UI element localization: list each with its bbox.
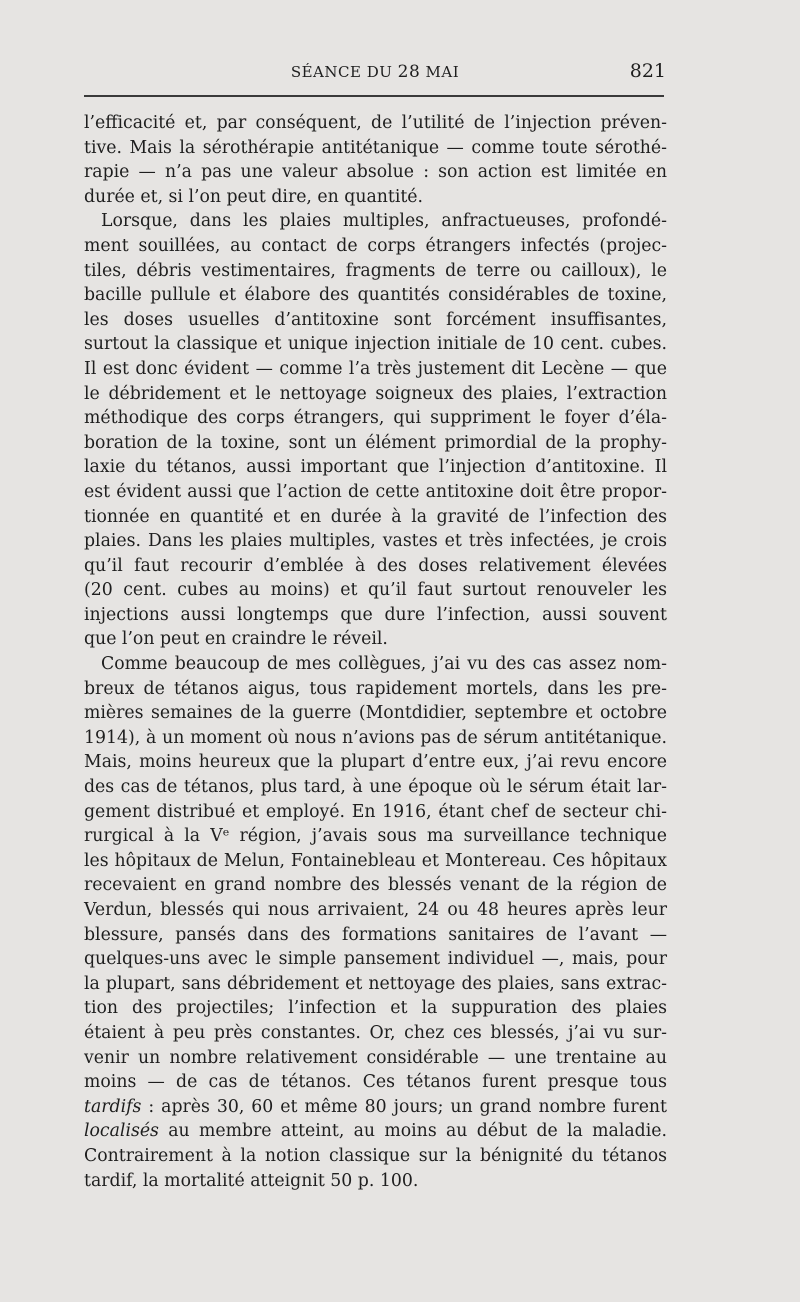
text-line: les hôpitaux de Melun, Fontainebleau et Montereau. Ces hôpitaux bbox=[84, 850, 667, 871]
text-line: (20 cent. cubes au moins) et qu’il faut surtout renouveler les bbox=[84, 580, 667, 601]
text-line: ment souillées, au contact de corps étrangers infectés (projec- bbox=[84, 235, 667, 256]
text-line: bacille pullule et élabore des quantités considérables de toxine, bbox=[84, 285, 667, 306]
text-line: tion des projectiles; l’infection et la suppuration des plaies bbox=[84, 998, 667, 1019]
text-line: que l’on peut en craindre le réveil. bbox=[84, 629, 388, 650]
italic-word: tardifs bbox=[84, 1096, 142, 1117]
text-line: qu’il faut recourir d’emblée à des doses relativement élevées bbox=[84, 555, 667, 576]
text-line: surtout la classique et unique injection initiale de 10 cent. cubes. bbox=[84, 334, 667, 355]
header-rule bbox=[84, 95, 664, 97]
text-line: recevaient en grand nombre des blessés venant de la région de bbox=[84, 875, 667, 896]
text-line: Mais, moins heureux que la plupart d’entre eux, j’ai revu encore bbox=[84, 752, 667, 773]
text-line: l’efficacité et, par conséquent, de l’utilité de l’injection préven- bbox=[84, 113, 667, 133]
italic-word: localisés bbox=[84, 1121, 159, 1142]
text-line: est évident aussi que l’action de cette antitoxine doit être propor- bbox=[84, 481, 667, 502]
text-line: étaient à peu près constantes. Or, chez ces blessés, j’ai vu sur- bbox=[84, 1022, 667, 1043]
text-line: tardifs : après 30, 60 et même 80 jours; un grand nombre furent bbox=[84, 1096, 667, 1117]
text-line: tiles, débris vestimentaires, fragments de terre ou cailloux), le bbox=[84, 260, 667, 281]
text-line: le débridement et le nettoyage soigneux des plaies, l’extraction bbox=[84, 383, 667, 404]
text-line: des cas de tétanos, plus tard, à une époque où le sérum était lar- bbox=[84, 777, 667, 798]
text-line: tive. Mais la sérothérapie antitétanique — comme toute sérothé- bbox=[84, 137, 667, 158]
text-line: 1914), à un moment où nous n’avions pas de sérum antitétanique. bbox=[84, 727, 667, 748]
text-line: durée et, si l’on peut dire, en quantité. bbox=[84, 186, 424, 207]
text-line: gement distribué et employé. En 1916, étant chef de secteur chi- bbox=[84, 801, 667, 822]
text-line: venir un nombre relativement considérable — une trentaine au bbox=[84, 1047, 667, 1068]
paragraph-start-line: Lorsque, dans les plaies multiples, anfractueuses, profondé- bbox=[101, 211, 667, 232]
running-head bbox=[84, 58, 666, 88]
text-line: les doses usuelles d’antitoxine sont forcément insuffisantes, bbox=[84, 309, 667, 330]
text-line: rapie — n’a pas une valeur absolue : son action est limitée en bbox=[84, 162, 667, 183]
text-line: mières semaines de la guerre (Montdidier, septembre et octobre bbox=[84, 703, 667, 724]
page-number: 821 bbox=[629, 60, 666, 82]
text-line: Verdun, blessés qui nous arrivaient, 24 ou 48 heures après leur bbox=[84, 900, 667, 920]
text-line: injections aussi longtemps que dure l’infection, aussi souvent bbox=[84, 604, 667, 625]
text-line: rurgical à la Vᵉ région, j’avais sous ma surveillance technique bbox=[84, 826, 667, 847]
text-line: localisés au membre atteint, au moins au début de la maladie. bbox=[84, 1121, 667, 1142]
text-line: boration de la toxine, sont un élément primordial de la prophy- bbox=[84, 432, 667, 453]
session-day: 28 bbox=[397, 62, 421, 82]
text-line: Contrairement à la notion classique sur la bénignité du tétanos bbox=[84, 1145, 667, 1166]
text-line: tionnée en quantité et en durée à la gravité de l’infection des bbox=[84, 506, 667, 527]
text-line: la plupart, sans débridement et nettoyage des plaies, sans extrac- bbox=[84, 973, 667, 994]
paragraph-start-line: Comme beaucoup de mes collègues, j’ai vu des cas assez nom- bbox=[101, 654, 667, 675]
text-line: laxie du tétanos, aussi important que l’injection d’antitoxine. Il bbox=[84, 457, 667, 478]
text-line: quelques-uns avec le simple pansement individuel —, mais, pour bbox=[84, 949, 667, 970]
text-line: tardif, la mortalité atteignit 50 p. 100. bbox=[84, 1170, 419, 1191]
running-head-title: SÉANCE DU 28 MAI bbox=[290, 62, 460, 82]
body-text bbox=[84, 111, 667, 1193]
text-line: plaies. Dans les plaies multiples, vastes et très infectées, je crois bbox=[84, 531, 667, 552]
text-line: méthodique des corps étrangers, qui suppriment le foyer d’éla- bbox=[84, 408, 667, 429]
text-line: moins — de cas de tétanos. Ces tétanos furent presque tous bbox=[84, 1072, 667, 1093]
text-line: breux de tétanos aigus, tous rapidement mortels, dans les pre- bbox=[84, 678, 667, 699]
text-line: Il est donc évident — comme l’a très justement dit Lecène — que bbox=[84, 358, 667, 379]
text-line: blessure, pansés dans des formations sanitaires de l’avant — bbox=[84, 924, 667, 945]
